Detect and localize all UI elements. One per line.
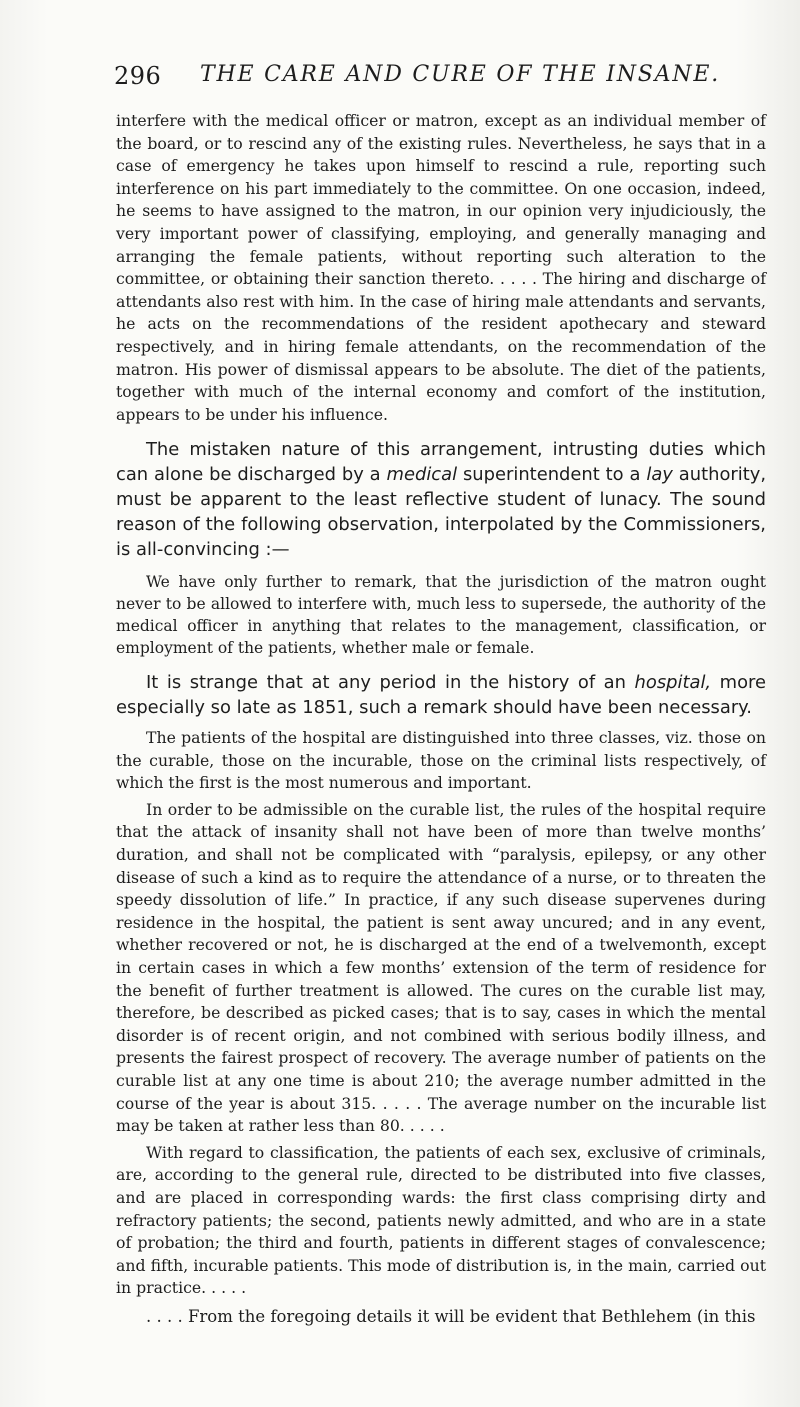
paragraph-curable-list: In order to be admissible on the curable list, the rules of the hospital require that the attack of insanity shall not have been of more than twelve months’ duration, and shall not be complicated with “paralysis, epilepsy, or any other disease of such a kind as to require the attendance of a nurse, or to threaten the speedy dissolution of life.” In practice, if any such disease supervenes during residence in the hospital, the patient is sent away uncured; and in any event, whether recovered or not, he is discharged at the end of a twelvemonth, except in certain cases in which a few months’ extension of the term of residence for the benefit of further treatment is allowed. The cures on the curable list may, therefore, be described as picked cases; that is to say, cases in which the mental disorder is of recent origin, and not combined with serious bodily illness, and presents the fairest prospect of recovery. The average number of patients on the curable list at any one time is about 210; the average number admitted in the course of the year is about 315. . . . . The average number on the incurable list may be taken at rather less than 80. . . . . <box>116 799 766 1136</box>
emphasis-hospital: hospital, <box>634 672 712 694</box>
paragraph-continuation: interfere with the medical officer or matron, except as an individual member of the board, or to rescind any of the existing rules. Nevertheless, he says that in a case of emergency he takes upon himself to rescind a rule, reporting such interference on his part immediately to the committee. On one occasion, indeed, he seems to have assigned to the matron, in our opinion very injudiciously, the very important power of classifying, employing, and generally managing and arranging the female patients, without reporting such alteration to the committee, or obtaining their sanction thereto. . . . . The hiring and discharge of attendants also rest with him. In the case of hiring male attendants and servants, he acts on the recommendations of the resident apothecary and steward respectively, and in hiring female attendants, on the recommendation of the matron. His power of dismissal appears to be absolute. The diet of the patients, together with much of the internal economy and comfort of the institution, appears to be under his influence. <box>116 111 766 424</box>
running-head: THE CARE AND CURE OF THE INSANE. <box>200 62 721 87</box>
emphasis-lay: lay <box>646 464 673 486</box>
text-run: authority, must be apparent to the least reflective student of lunacy. The sound reason of the following observation, interpolated by the Commissioners, is all-convincing :— <box>116 464 767 560</box>
page-body <box>116 110 766 1328</box>
block-quote: We have only further to remark, that the jurisdiction of the matron ought never to be allowed to interfere with, much less to supersede, the authority of the medical officer in anything that relates to the management, classification, or employment of the patients, whether male or female. <box>116 573 766 657</box>
paragraph-mistaken-nature <box>116 438 766 562</box>
paragraph-closing: . . . . From the foregoing details it will be evident that Bethlehem (in this <box>146 1306 756 1326</box>
paragraph-classification: With regard to classification, the patients of each sex, exclusive of criminals, are, according to the general rule, directed to be distributed into five classes, and are placed in corresponding wards: the first class comprising dirty and refractory patients; the second, patients newly admitted, and who are in a state of probation; the third and fourth, patients in different stages of convalescence; and fifth, incurable patients. This mode of distribution is, in the main, carried out in practice. . . . . <box>116 1142 766 1298</box>
emphasis-medical: medical <box>386 464 458 486</box>
text-run: It is strange that at any period in the history of an <box>146 672 635 694</box>
text-run: The mistaken nature of this arrangement, intrusting duties which can alone be discharged by a <box>116 439 766 486</box>
page-number: 296 <box>114 62 162 90</box>
paragraph-classes: The patients of the hospital are distinguished into three classes, viz. those on the curable, those on the incurable, those on the criminal lists respectively, of which the first is the most numerous and important. <box>116 728 766 793</box>
text-run: superintendent to a <box>457 464 647 486</box>
paragraph-strange <box>116 671 766 721</box>
text-run: more especially so late as 1851, such a remark should have been necessary. <box>116 672 767 719</box>
page-header <box>114 62 766 100</box>
